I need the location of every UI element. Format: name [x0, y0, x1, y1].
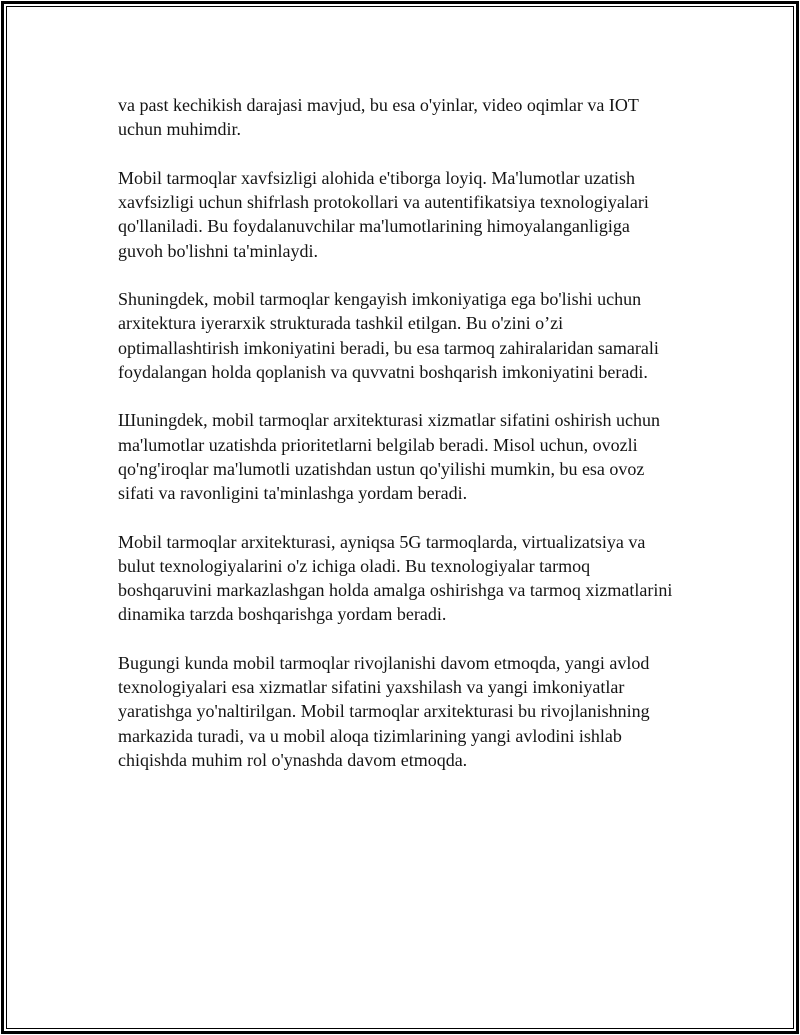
text-line: optimallashtirish imkoniyatini beradi, bu esa tarmoq zahiralaridan samarali: [118, 337, 659, 358]
paragraph: [118, 408, 718, 505]
text-line: guvoh bo'lishni ta'minlaydi.: [118, 240, 318, 261]
text-line: arxitektura iyerarxik strukturada tashkil etilgan. Bu o'zini o’zi: [118, 313, 564, 334]
text-line: foydalangan holda qoplanish va quvvatni boshqarish imkoniyatini beradi.: [118, 361, 648, 382]
text-line: texnologiyalari esa xizmatlar sifatini yaxshilash va yangi imkoniyatlar: [118, 677, 625, 697]
text-line: qo'ng'iroqlar ma'lumotli uzatishdan ustun qo'yilishi mumkin, bu esa ovoz: [118, 458, 645, 479]
text-line: uchun muhimdir.: [118, 119, 241, 140]
text-line: Mobil tarmoqlar xavfsizligi alohida e'tiborga loyiq. Ma'lumotlar uzatish: [118, 167, 636, 188]
text-line: Shuningdek, mobil tarmoqlar kengayish imkoniyatiga ega bo'lishi uchun: [118, 289, 642, 309]
text-line: xavfsizligi uchun shifrlash protokollari va autentifikatsiya texnologiyalari: [118, 192, 649, 212]
text-line: Шuningdek, mobil tarmoqlar arxitekturasi xizmatlar sifatini oshirish uchun: [118, 410, 661, 431]
paragraph: [118, 93, 718, 142]
text-line: Bugungi kunda mobil tarmoqlar rivojlanishi davom etmoqda, yangi avlod: [118, 652, 650, 673]
paragraph: [118, 651, 718, 772]
text-line: Mobil tarmoqlar arxitekturasi, ayniqsa 5G tarmoqlarda, virtualizatsiya va: [118, 531, 646, 552]
text-line: bulut texnologiyalarini o'z ichiga oladi. Bu texnologiyalar tarmoq: [118, 555, 591, 576]
text-line: chiqishda muhim rol o'ynashda davom etmoqda.: [118, 749, 468, 770]
document-body: [118, 93, 718, 796]
paragraph: [118, 166, 718, 263]
paragraph: [118, 530, 718, 627]
text-line: yaratishga yo'naltirilgan. Mobil tarmoqlar arxitekturasi bu rivojlanishning: [118, 701, 650, 722]
text-line: boshqaruvini markazlashgan holda amalga oshirishga va tarmoq xizmatlarini: [118, 580, 673, 600]
text-line: qo'llaniladi. Bu foydalanuvchilar ma'lumotlarining himoyalanganligiga: [118, 216, 630, 237]
text-line: va past kechikish darajasi mavjud, bu esa o'yinlar, video oqimlar va IOT: [118, 95, 639, 115]
paragraph: [118, 287, 718, 384]
text-line: markazida turadi, va u mobil aloqa tizimlarining yangi avlodini ishlab: [118, 725, 622, 746]
text-line: sifati va ravonligini ta'minlashga yordam beradi.: [118, 483, 468, 503]
text-line: dinamika tarzda boshqarishga yordam beradi.: [118, 604, 447, 625]
text-line: ma'lumotlar uzatishda prioritetlarni belgilab beradi. Misol uchun, ovozli: [118, 434, 638, 455]
